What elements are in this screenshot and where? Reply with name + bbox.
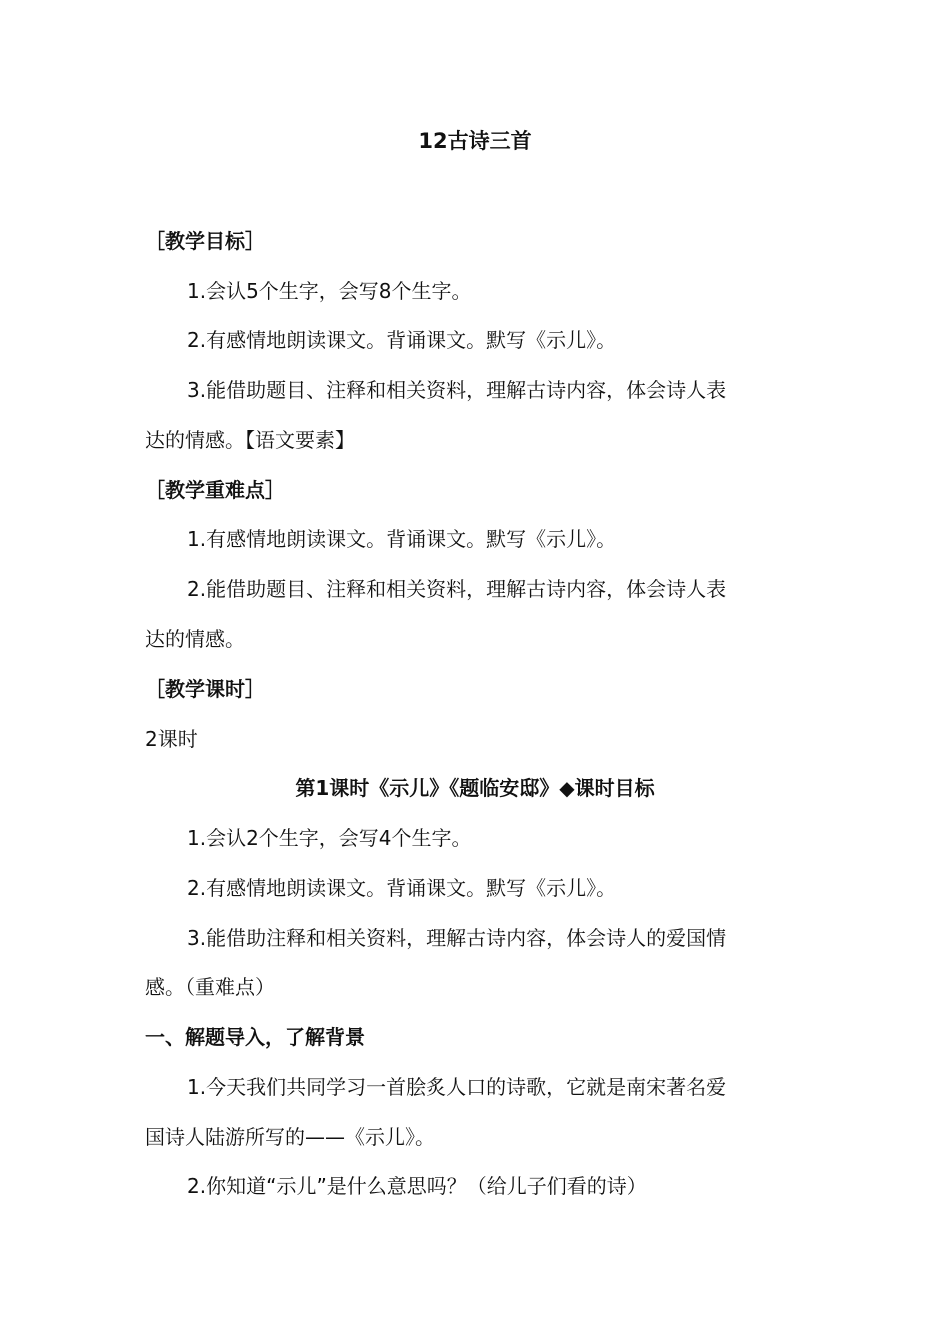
part1-item-1: 1.今天我们共同学习一首脍炙人口的诗歌，它就是南宋著名爱 [187,1075,727,1099]
lesson1-heading: 第1课时《示儿》《题临安邸》◆课时目标 [295,776,655,800]
goals-item-1: 1.会认5个生字，会写8个生字。 [187,279,472,303]
lesson1-item-3-continued: 感。（重难点） [145,975,275,999]
key-points-item-2: 2.能借助题目、注释和相关资料，理解古诗内容，体会诗人表 [187,577,727,601]
goals-item-3-continued: 达的情感。【语文要素】 [145,428,355,452]
document-title: 12古诗三首 [418,129,532,153]
key-points-item-2-continued: 达的情感。 [145,627,245,651]
hours-heading: ［教学课时］ [145,677,265,701]
lesson1-item-2: 2.有感情地朗读课文。背诵课文。默写《示儿》。 [187,876,617,900]
goals-item-2: 2.有感情地朗读课文。背诵课文。默写《示儿》。 [187,328,617,352]
goals-heading: ［教学目标］ [145,229,265,253]
hours-value: 2课时 [145,727,198,751]
goals-item-3: 3.能借助题目、注释和相关资料，理解古诗内容，体会诗人表 [187,378,727,402]
part1-item-2: 2.你知道“示儿”是什么意思吗？（给儿子们看的诗） [187,1174,647,1198]
key-points-item-1: 1.有感情地朗读课文。背诵课文。默写《示儿》。 [187,527,617,551]
key-points-heading: ［教学重难点］ [145,478,285,502]
lesson1-item-3: 3.能借助注释和相关资料，理解古诗内容，体会诗人的爱国情 [187,926,727,950]
part1-item-1-continued: 国诗人陆游所写的——《示儿》。 [145,1125,435,1149]
lesson1-item-1: 1.会认2个生字，会写4个生字。 [187,826,472,850]
part1-heading: 一、解题导入，了解背景 [145,1025,365,1049]
